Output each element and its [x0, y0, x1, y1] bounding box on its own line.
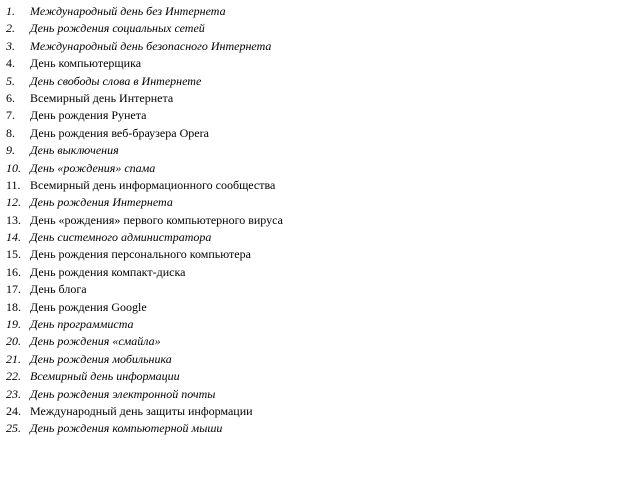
list-item-number: 25. — [6, 421, 21, 436]
list-item-number: 5. — [6, 73, 15, 88]
list-item — [6, 3, 283, 20]
list-item-text: День компьютерщика — [30, 56, 142, 71]
list-item-text: Всемирный день информации — [30, 369, 180, 384]
list-item-number: 12. — [6, 195, 21, 210]
list-item-text: День рождения «смайла» — [30, 334, 161, 349]
list-item-text: День рождения Google — [30, 299, 147, 314]
list-item-number: 23. — [6, 386, 21, 401]
list-item-number: 11. — [6, 177, 21, 192]
list-item-text: День выключения — [30, 143, 119, 158]
list-item-number: 4. — [6, 56, 15, 71]
list-item-text: Международный день защиты информации — [30, 403, 253, 418]
list-item-number: 10. — [6, 160, 21, 175]
list-item-number: 9. — [6, 143, 15, 158]
list-item-number: 22. — [6, 369, 21, 384]
list-item — [6, 55, 283, 72]
list-item — [6, 246, 283, 263]
list-item — [6, 420, 283, 437]
list-item — [6, 264, 283, 281]
list-item — [6, 212, 283, 229]
list-item-number: 16. — [6, 264, 21, 279]
list-item — [6, 177, 283, 194]
list-item — [6, 160, 283, 177]
list-item — [6, 90, 283, 107]
list-item-number: 7. — [6, 108, 15, 123]
list-item — [6, 142, 283, 159]
list-item-text: Международный день безопасного Интернета — [30, 38, 272, 53]
list-item — [6, 20, 283, 37]
list-item-text: Всемирный день Интернета — [30, 90, 174, 105]
list-item-text: День рождения Рунета — [30, 108, 147, 123]
list-item-number: 13. — [6, 212, 21, 227]
list-item — [6, 333, 283, 350]
list-item — [6, 299, 283, 316]
list-item-text: Международный день без Интернета — [30, 4, 226, 18]
list-item-text: День рождения компакт-диска — [30, 264, 186, 279]
list-item-text: День рождения электронной почты — [30, 386, 216, 401]
list-item — [6, 316, 283, 333]
list-item — [6, 107, 283, 124]
list-item-number: 17. — [6, 282, 21, 297]
list-item-number: 20. — [6, 334, 21, 349]
list-item-number: 21. — [6, 351, 21, 366]
list-item — [6, 229, 283, 246]
list-item — [6, 125, 283, 142]
list-item-text: День блога — [30, 282, 87, 297]
list-item-number: 18. — [6, 299, 21, 314]
list-item-number: 15. — [6, 247, 21, 262]
list-item — [6, 38, 283, 55]
list-item — [6, 386, 283, 403]
list-item-number: 24. — [6, 403, 21, 418]
list-item-text: Всемирный день информационного сообщества — [30, 177, 276, 192]
list-item-text: День программиста — [30, 317, 134, 332]
list-item-number: 14. — [6, 230, 21, 245]
list-item-text: День «рождения» спама — [30, 160, 156, 175]
list-item-text: День рождения Интернета — [30, 195, 173, 210]
list-item-number: 6. — [6, 90, 15, 105]
numbered-list — [6, 3, 283, 438]
list-item-number: 8. — [6, 125, 15, 140]
list-item — [6, 73, 283, 90]
list-item-text: День рождения социальных сетей — [30, 21, 205, 36]
list-item-number: 3. — [6, 38, 15, 53]
list-item-number: 2. — [6, 21, 15, 36]
list-item — [6, 368, 283, 385]
list-item-text: День рождения персонального компьютера — [30, 247, 251, 262]
list-item-text: День рождения веб-браузера Opera — [30, 125, 209, 140]
list-item-text: День «рождения» первого компьютерного вируса — [30, 212, 283, 227]
list-item — [6, 281, 283, 298]
list-item-number: 1. — [6, 4, 15, 18]
list-item-text: День системного администратора — [30, 230, 212, 245]
list-item — [6, 194, 283, 211]
list-item-text: День свободы слова в Интернете — [30, 73, 202, 88]
list-item-text: День рождения мобильника — [30, 351, 172, 366]
list-item — [6, 351, 283, 368]
list-item-number: 19. — [6, 317, 21, 332]
list-item — [6, 403, 283, 420]
list-item-text: День рождения компьютерной мыши — [30, 421, 223, 436]
